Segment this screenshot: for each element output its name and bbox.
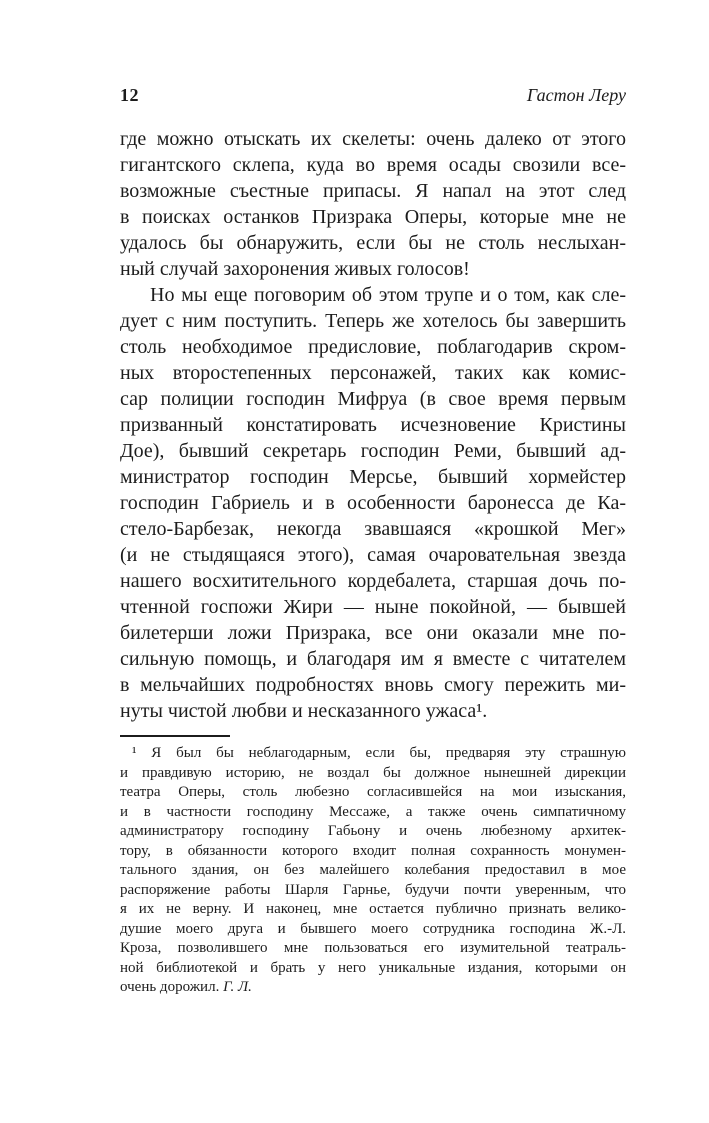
text-line: сильную помощь, и благодаря им я вместе с читателем (120, 648, 626, 670)
text-line: в поисках останков Призрака Оперы, которые мне не (120, 206, 626, 228)
text-line: и в частности господину Мессаже, а также очень симпатичному (120, 803, 626, 820)
text-line: ных второстепенных персонажей, таких как комис- (120, 362, 626, 384)
text-line: тору, в обязанности которого входит полная сохранность монумен- (120, 842, 626, 859)
text-line: где можно отыскать их скелеты: очень далеко от этого (120, 128, 626, 150)
text-line: стело-Барбезак, некогда звавшаяся «крошкой Мег» (120, 518, 626, 540)
text-line: я их не верну. И наконец, мне остается публично признать велико- (120, 901, 626, 917)
text-line: министратор господин Мерсье, бывший хормейстер (120, 466, 626, 488)
text-line: господин Габриель и в особенности баронесса де Ка- (120, 492, 626, 514)
text-line: ный случай захоронения живых голосов! (120, 258, 470, 280)
text-line: нашего восхитительного кордебалета, старшая дочь по- (120, 570, 626, 592)
text-line: билетерши ложи Призрака, все они оказали мне по- (120, 622, 626, 644)
text-line: сар полиции господин Мифруа (в свое время первым (120, 388, 626, 410)
text-line: распоряжение работы Шарля Гарнье, будучи почти уверенным, что (120, 881, 626, 898)
text-line: призванный констатировать исчезновение Кристины (120, 414, 626, 436)
footnote-closing-text: очень дорожил. (120, 979, 220, 995)
footnote (120, 744, 626, 998)
page-number: 12 (120, 85, 139, 105)
text-line: ¹ Я был бы неблагодарным, если бы, предваряя эту страшную (132, 745, 626, 761)
text-line: возможные съестные припасы. Я напал на этот след (120, 180, 626, 202)
text-line: Кроза, позволившего мне пользоваться его изумительной театраль- (120, 940, 626, 956)
text-line: гигантского склепа, куда во время осады свозили все- (120, 154, 626, 176)
text-line: ной библиотекой и брать у него уникальные издания, которыми он (120, 959, 626, 976)
text-line: душие моего друга и бывшего моего сотрудника господина Ж.-Л. (120, 920, 626, 937)
text-line: столь необходимое предисловие, поблагодарив скром- (120, 336, 626, 358)
text-line: Дое), бывший секретарь господин Реми, бывший ад- (120, 440, 626, 462)
text-line: в мельчайших подробностях вновь смогу пережить ми- (120, 674, 626, 696)
text-line: тального здания, он без малейшего колебания предоставил в мое (120, 862, 626, 878)
text-line: удалось бы обнаружить, если бы не столь неслыхан- (120, 232, 626, 254)
text-line: нуты чистой любви и несказанного ужаса¹. (120, 700, 488, 722)
text-line: театра Оперы, столь любезно согласившейся на мои изыскания, (120, 784, 626, 800)
text-line: дует с ним поступить. Теперь же хотелось бы завершить (120, 310, 626, 332)
running-title-author: Гастон Леру (526, 85, 626, 105)
text-line: Но мы еще поговорим об этом трупе и о том, как сле- (150, 284, 626, 306)
text-line: чтенной госпожи Жири — ныне покойной, — бывшей (120, 596, 626, 618)
running-header (120, 84, 626, 106)
body-text (120, 126, 626, 724)
footnote-signature: Г. Л. (223, 979, 252, 995)
text-line: и правдивую историю, не воздал бы должное нынешней дирекции (120, 764, 626, 781)
text-line: (и не стыдящаяся этого), самая очаровательная звезда (120, 544, 626, 566)
text-line (120, 978, 626, 998)
text-line: администратору господину Габьону и очень любезному архитек- (120, 823, 626, 839)
footnote-separator (120, 735, 230, 737)
